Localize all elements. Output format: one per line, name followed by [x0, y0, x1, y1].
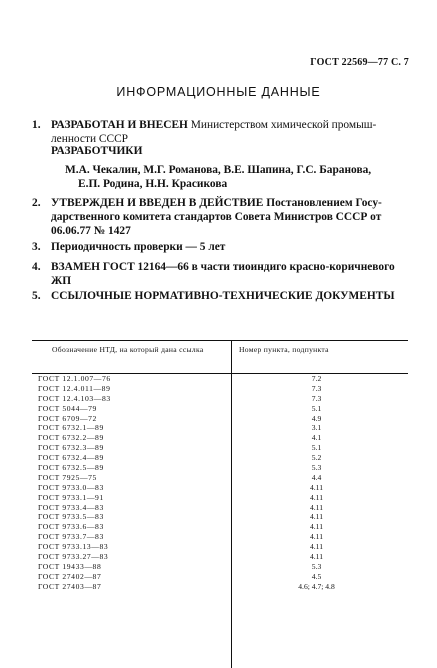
section-1-text: Министерством химической промыш- [187, 119, 377, 131]
section-1 [32, 118, 414, 146]
clause-number: 4.6; 4.7; 4.8 [298, 581, 335, 591]
document-designation: ГОСТ 5044—79 [38, 403, 97, 413]
section-4-heading: ВЗАМЕН ГОСТ 12164—66 [51, 261, 189, 273]
section-4 [32, 260, 414, 288]
clause-number: 4.11 [309, 542, 323, 552]
section-5-number: 5. [32, 290, 41, 302]
table-row [32, 522, 408, 532]
column-header-document: Обозначение НТД, на который дана ссылка [52, 345, 204, 354]
section-2-heading: УТВЕРЖДЕН И ВВЕДЕН В ДЕЙСТВИЕ [51, 197, 264, 209]
section-5-heading: ССЫЛОЧНЫЕ НОРМАТИВНО-ТЕХНИЧЕСКИЕ ДОКУМЕНТЫ [51, 290, 395, 302]
section-4-number: 4. [32, 261, 41, 273]
page-header: ГОСТ 22569—77 С. 7 [310, 57, 409, 68]
section-3 [32, 240, 414, 254]
document-designation: ГОСТ 7925—75 [38, 472, 97, 482]
section-1-number: 1. [32, 119, 41, 131]
table-row [32, 503, 408, 513]
section-1-text-line2: ленности СССР [51, 133, 129, 145]
table-row [32, 374, 408, 384]
developers-list [65, 163, 415, 191]
table-row [32, 542, 408, 552]
document-designation: ГОСТ 6732.2—89 [38, 433, 104, 443]
document-designation: ГОСТ 6732.1—89 [38, 423, 104, 433]
table-row [32, 532, 408, 542]
document-designation: ГОСТ 9733.7—83 [38, 532, 104, 542]
section-2-text-line3: 06.06.77 № 1427 [51, 225, 131, 237]
section-4-text-line2: ЖП [51, 275, 72, 287]
clause-number: 4.11 [309, 522, 323, 532]
clause-number: 4.11 [309, 482, 323, 492]
table-header [32, 341, 408, 374]
document-designation: ГОСТ 6732.4—89 [38, 453, 104, 463]
section-5 [32, 289, 414, 303]
document-designation: ГОСТ 6732.5—89 [38, 463, 104, 473]
clause-number: 4.5 [311, 571, 322, 581]
table-row [32, 483, 408, 493]
clause-number: 5.1 [311, 403, 322, 413]
document-designation: ГОСТ 9733.1—91 [38, 492, 104, 502]
document-designation: ГОСТ 9733.6—83 [38, 522, 104, 532]
table-row [32, 384, 408, 394]
clause-number: 4.11 [309, 502, 323, 512]
section-2 [32, 196, 414, 238]
clause-number: 4.11 [309, 552, 323, 562]
clause-number: 4.4 [311, 472, 322, 482]
section-2-text: Постановлением Госу- [263, 197, 382, 209]
table-row [32, 414, 408, 424]
document-designation: ГОСТ 6732.3—89 [38, 443, 104, 453]
document-designation: ГОСТ 9733.4—83 [38, 502, 104, 512]
clause-number: 4.11 [309, 492, 323, 502]
document-designation: ГОСТ 12.4.011—89 [38, 383, 111, 393]
section-3-text: Периодичность проверки — 5 лет [51, 241, 226, 253]
section-2-text-line2: дарственного комитета стандартов Совета Министров СССР от [51, 211, 382, 223]
page-title: ИНФОРМАЦИОННЫЕ ДАННЫЕ [116, 85, 321, 99]
section-2-number: 2. [32, 197, 41, 209]
document-designation: ГОСТ 9733.13—83 [38, 542, 109, 552]
table-body [32, 374, 408, 668]
clause-number: 7.3 [311, 393, 322, 403]
table-row [32, 473, 408, 483]
clause-number: 5.2 [311, 453, 322, 463]
document-designation: ГОСТ 12.1.007—76 [38, 374, 111, 383]
document-designation: ГОСТ 9733.5—83 [38, 512, 104, 522]
section-3-number: 3. [32, 241, 41, 253]
table-row [32, 443, 408, 453]
clause-number: 5.3 [311, 463, 322, 473]
table-row [32, 433, 408, 443]
clause-number: 7.3 [311, 383, 322, 393]
document-designation: ГОСТ 6709—72 [38, 413, 97, 423]
developers-heading: РАЗРАБОТЧИКИ [51, 145, 143, 157]
document-designation: ГОСТ 9733.27—83 [38, 552, 109, 562]
clause-number: 5.1 [311, 443, 322, 453]
table-row [32, 562, 408, 572]
table-row [32, 404, 408, 414]
clause-number: 4.11 [309, 512, 323, 522]
document-designation: ГОСТ 12.4.103—83 [38, 393, 111, 403]
section-1-heading: РАЗРАБОТАН И ВНЕСЕН [51, 119, 188, 131]
clause-number: 4.9 [311, 413, 322, 423]
document-designation: ГОСТ 27403—87 [38, 581, 102, 591]
column-divider [231, 341, 232, 374]
document-designation: ГОСТ 27402—87 [38, 571, 102, 581]
document-designation: ГОСТ 19433—88 [38, 561, 102, 571]
clause-number: 3.1 [311, 423, 322, 433]
clause-number: 4.11 [309, 532, 323, 542]
table-row [32, 463, 408, 473]
section-4-text: в части тиоиндиго красно-коричневого [188, 261, 395, 273]
table-row [32, 582, 408, 592]
table-row [32, 512, 408, 522]
table-row [32, 552, 408, 562]
document-designation: ГОСТ 9733.0—83 [38, 482, 104, 492]
table-row [32, 493, 408, 503]
table-row [32, 453, 408, 463]
clause-number: 4.1 [311, 433, 322, 443]
developers-line-1: М.А. Чекалин, М.Г. Романова, В.Е. Шапина, Г.С. Баранова, [65, 164, 372, 176]
developers-line-2: Е.П. Родина, Н.Н. Красикова [78, 178, 228, 190]
references-table [32, 340, 408, 668]
clause-number: 7.2 [311, 374, 322, 383]
column-header-clause: Номер пункта, подпункта [239, 345, 329, 354]
clause-number: 5.3 [311, 561, 322, 571]
table-row [32, 423, 408, 433]
table-row [32, 572, 408, 582]
table-row [32, 394, 408, 404]
